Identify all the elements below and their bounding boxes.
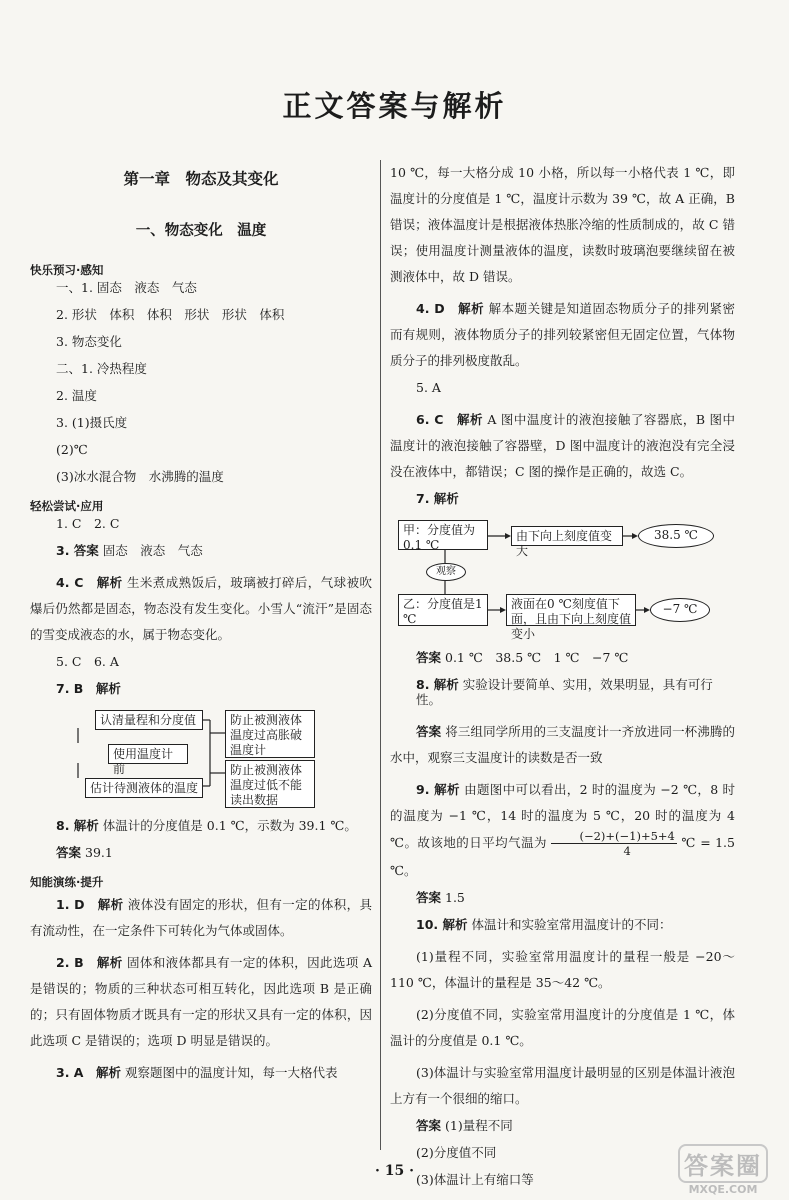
diagram-box-range: 认清量程和分度值 <box>95 710 203 730</box>
diagram-box-overheat: 防止被测液体温度过高胀破温度计 <box>225 710 315 758</box>
diagram-box-jia: 甲：分度值为0.1 ℃ <box>398 520 488 550</box>
left-column <box>30 160 372 1092</box>
explanation-paragraph: 10 ℃，每一大格分成 10 小格，所以每一小格代表 1 ℃，即温度计的分度值是 1 ℃，温度计示数为 39 ℃，故 A 正确，B 错误；液体温度计是根据液体热胀冷缩的性质制成的，故 C 错误；使用温度计测量液体的温度，读数时玻璃泡要继续留在被测液体中，故 D 错误。 <box>390 165 735 284</box>
explanation-paragraph <box>390 719 735 771</box>
answer-line: 5. C 6. A <box>56 654 119 669</box>
answer-label: 9. 解析 <box>416 782 460 797</box>
chapter-title: 第一章 物态及其变化 <box>123 170 279 188</box>
answer-text: 解本题关键是知道固态物质分子的排列紧密而有规则，液体物质分子的排列较紧密但无固定位置，气体物质分子的排列极度散乱。 <box>390 301 735 368</box>
section-title: 一、物态变化 温度 <box>135 223 267 239</box>
answer-line: (3)冰水混合物 水沸腾的温度 <box>56 469 224 484</box>
watermark-text: 答案圈 <box>678 1144 768 1183</box>
page-number: · 15 · <box>375 1163 414 1179</box>
answer-line: (2)分度值不同 <box>416 1145 497 1160</box>
answer-label: 答案 <box>416 890 442 905</box>
answer-label: 8. 解析 <box>56 818 99 833</box>
answer-label: 7. B 解析 <box>56 681 121 696</box>
explanation-paragraph <box>390 407 735 485</box>
answer-text: (1)量程不同 <box>445 1118 513 1133</box>
fraction-denominator: 4 <box>623 844 631 858</box>
answer-line: 5. A <box>416 380 441 395</box>
explanation-paragraph: (2)分度值不同，实验室常用温度计的分度值是 1 ℃，体温计的分度值是 0.1 ℃。 <box>390 1007 735 1048</box>
answer-text: 由题图中可以看出，2 时的温度为 −2 ℃，8 时的温度为 −1 ℃，14 时的温度为 5 ℃，20 时的温度为 4 ℃。故该地的日平均气温为 <box>390 782 735 850</box>
answer-line: 二、1. 冷热程度 <box>56 361 147 376</box>
explanation-paragraph: (3)体温计与实验室常用温度计最明显的区别是体温计液泡上方有一个很细的缩口。 <box>390 1065 735 1106</box>
column-divider <box>380 160 381 1150</box>
thermometer-usage-diagram <box>30 708 372 808</box>
answer-label: 8. 解析 <box>416 677 459 692</box>
explanation-paragraph <box>390 296 735 374</box>
answer-line: (2)℃ <box>56 442 88 457</box>
answer-text: 实验设计要简单、实用，效果明显，具有可行性。 <box>416 677 713 707</box>
diagram-box-increasing: 由下向上刻度值变大 <box>511 526 623 546</box>
explanation-paragraph <box>390 777 735 884</box>
answer-text: 液体没有固定的形状，但有一定的体积，具有流动性，在一定条件下可转化为气体或固体。 <box>30 897 372 938</box>
explanation-paragraph <box>30 1060 372 1086</box>
answer-line <box>390 890 735 905</box>
page-title: 正文答案与解析 <box>282 89 507 123</box>
answer-label: 6. C 解析 <box>416 412 483 427</box>
answer-text: 将三组同学所用的三支温度计一齐放进同一杯沸腾的水中，观察三支温度计的读数是否一致 <box>390 724 735 765</box>
diagram-result-jia: 38.5 ℃ <box>638 524 714 548</box>
answer-label: 答案 <box>416 650 442 665</box>
answer-text: 固态 液态 气态 <box>102 543 203 558</box>
answer-line: 2. 形状 体积 体积 形状 形状 体积 <box>56 307 285 322</box>
answer-text: 1.5 <box>445 890 465 905</box>
answer-text: 观察题图中的温度计知，每一大格代表 <box>124 1065 338 1080</box>
diagram-box-below-zero: 液面在0 ℃刻度值下面，且由下向上刻度值变小 <box>506 594 636 626</box>
answer-line: 3. (1)摄氏度 <box>56 415 128 430</box>
answer-line: 一、1. 固态 液态 气态 <box>56 280 197 295</box>
answer-text: 体温计和实验室常用温度计的不同： <box>471 917 672 932</box>
answer-line: 3. 物态变化 <box>56 334 122 349</box>
answer-line <box>30 543 372 558</box>
right-column <box>390 160 735 1199</box>
answer-label: 4. C 解析 <box>56 575 123 590</box>
fraction-numerator: (−2)+(−1)+5+4 <box>551 829 676 844</box>
answer-line: (3)体温计上有缩口等 <box>416 1172 534 1187</box>
answer-line <box>390 1118 735 1133</box>
subheading-practice: 知能演练·提升 <box>30 875 104 889</box>
answer-label: 7. 解析 <box>416 491 459 506</box>
explanation-paragraph: (1)量程不同，实验室常用温度计的量程一般是 −20～110 ℃，体温计的量程是 35～42 ℃。 <box>390 949 735 990</box>
answer-line <box>390 677 735 707</box>
answer-line <box>30 845 372 860</box>
answer-label: 3. A 解析 <box>56 1065 121 1080</box>
diagram-box-undercool: 防止被测液体温度过低不能读出数据 <box>225 760 315 808</box>
answer-label: 答案 <box>56 845 82 860</box>
answer-text: 体温计的分度值是 0.1 ℃，示数为 39.1 ℃。 <box>102 818 357 833</box>
explanation-paragraph <box>30 950 372 1054</box>
explanation-paragraph <box>30 570 372 648</box>
answer-line: 1. C 2. C <box>56 516 120 531</box>
answer-label: 答案 <box>416 1118 442 1133</box>
answer-text: 0.1 ℃ 38.5 ℃ 1 ℃ −7 ℃ <box>445 650 629 665</box>
answer-label: 10. 解析 <box>416 917 468 932</box>
answer-line <box>390 917 735 932</box>
diagram-box-before-use: 使用温度计前 <box>108 744 188 764</box>
site-watermark-logo <box>663 1144 783 1194</box>
watermark-url: MXQE.COM <box>688 1183 758 1196</box>
answer-text: ℃ = 1.5 ℃。 <box>390 835 735 878</box>
diagram-box-yi: 乙：分度值是1 ℃ <box>398 594 488 626</box>
answer-text: 39.1 <box>85 845 113 860</box>
answer-line <box>390 650 735 665</box>
subheading-preview: 快乐预习·感知 <box>30 263 104 277</box>
explanation-paragraph <box>30 892 372 944</box>
diagram-result-yi: −7 ℃ <box>650 598 710 622</box>
answer-text: 生米煮成熟饭后，玻璃被打碎后，气球被吹爆后仍然都是固态，物态没有发生变化。小雪人“流汗”是固态的雪变成液态的水，属于物态变化。 <box>30 575 372 642</box>
answer-line: 2. 温度 <box>56 388 97 403</box>
answer-label: 3. 答案 <box>56 543 99 558</box>
answer-label: 4. D 解析 <box>416 301 485 316</box>
answer-label: 1. D 解析 <box>56 897 124 912</box>
answer-label: 答案 <box>416 724 442 739</box>
answer-text: 固体和液体都具有一定的体积，因此选项 A 是错误的；物质的三种状态可相互转化，因此选项 B 是正确的；只有固体物质才既具有一定的形状又具有一定的体积，因此选项 C 是错误的；选项 D 明显是错误的。 <box>30 955 372 1048</box>
answer-line <box>30 818 372 833</box>
answer-label: 2. B 解析 <box>56 955 123 970</box>
thermometer-reading-diagram <box>390 518 735 641</box>
subheading-try: 轻松尝试·应用 <box>30 499 104 513</box>
answer-text: A 图中温度计的液泡接触了容器底，B 图中温度计的液泡接触了容器壁，D 图中温度计的液泡没有完全浸没在液体中，都错误；C 图的操作是正确的，故选 C。 <box>390 412 735 479</box>
diagram-box-estimate: 估计待测液体的温度 <box>85 778 203 798</box>
average-fraction <box>551 829 676 858</box>
diagram-observe: 观察 <box>426 563 466 581</box>
